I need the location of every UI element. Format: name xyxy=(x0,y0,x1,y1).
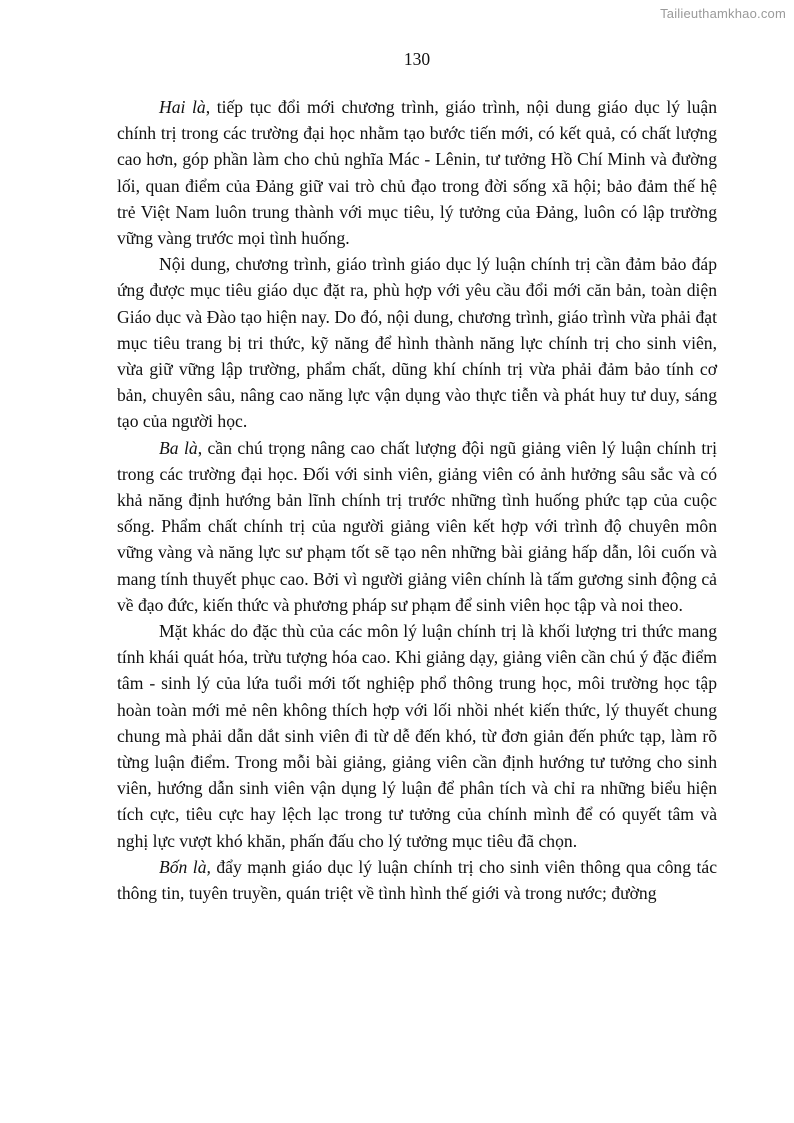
paragraph-text: Mặt khác do đặc thù của các môn lý luận chính trị là khối lượng tri thức mang tính khái quát hóa, trừu tượng hóa cao. Khi giảng dạy, giảng viên cần chú ý đặc điểm tâm - sinh lý của lứa tuổi mới tốt nghiệp phổ thông trung học, môi trường học tập hoàn toàn mới mẻ nên không thích hợp với lối nhồi nhét kiến thức, lý thuyết chung chung mà phải dẫn dắt sinh viên đi từ dễ đến khó, từ đơn giản đến phức tạp, làm rõ từng luận điểm. Trong mỗi bài giảng, giảng viên cần định hướng tư tưởng cho sinh viên, hướng dẫn sinh viên vận dụng lý luận để phân tích và chỉ ra những biểu hiện tích cực, tiêu cực hay lệch lạc trong tư tưởng của chính mình để có quyết tâm và nghị lực vượt khó khăn, phấn đấu cho lý tưởng mục tiêu đã chọn. xyxy=(117,621,717,851)
paragraph-ba-la xyxy=(117,435,717,618)
watermark: Tailieuthamkhao.com xyxy=(660,6,786,21)
paragraph-hai-la xyxy=(117,94,717,251)
paragraph-lead: Ba là xyxy=(159,437,198,458)
page-number: 130 xyxy=(403,49,431,69)
paragraph-noi-dung xyxy=(117,251,717,434)
paragraph-mat-khac xyxy=(117,618,717,854)
paragraph-text: đẩy mạnh giáo dục lý luận chính trị cho sinh viên thông qua công tác thông tin, tuyên truyền, quán triệt về tình hình thế giới và trong nước; đường xyxy=(117,856,717,904)
paragraph-bon-la xyxy=(117,854,717,906)
paragraph-text: Nội dung, chương trình, giáo trình giáo dục lý luận chính trị cần đảm bảo đáp ứng được mục tiêu giáo dục đặt ra, phù hợp với yêu cầu đổi mới căn bản, toàn diện Giáo dục và Đào tạo hiện nay. Do đó, nội dung, chương trình, giáo trình vừa phải đạt mục tiêu trang bị tri thức, kỹ năng để hình thành năng lực chính trị cho sinh viên, vừa giữ vững lập trường, phẩm chất, dũng khí chính trị vừa phải đảm bảo tính cơ bản, chuyên sâu, nâng cao năng lực vận dụng vào thực tiễn và phát huy tư duy, sáng tạo của người học. xyxy=(117,254,717,432)
paragraph-text: , tiếp tục đổi mới chương trình, giáo trình, nội dung giáo dục lý luận chính trị trong các trường đại học nhằm tạo bước tiến mới, có kết quả, có chất lượng cao hơn, góp phần làm cho chủ nghĩa Mác - Lênin, tư tưởng Hồ Chí Minh và đường lối, quan điểm của Đảng giữ vai trò chủ đạo trong đời sống xã hội; bảo đảm thế hệ trẻ Việt Nam luôn trung thành với mục tiêu, lý tưởng của Đảng, luôn có lập trường vững vàng trước mọi tình huống. xyxy=(117,97,717,249)
document-body xyxy=(117,94,717,906)
paragraph-text: , cần chú trọng nâng cao chất lượng đội ngũ giảng viên lý luận chính trị trong các trường đại học. Đối với sinh viên, giảng viên có ảnh hưởng sâu sắc và có khả năng định hướng bản lĩnh chính trị trước những tình huống phức tạp của cuộc sống. Phẩm chất chính trị của người giảng viên kết hợp với trình độ chuyên môn vững vàng và năng lực sư phạm tốt sẽ tạo nên những bài giảng hấp dẫn, lôi cuốn và mang tính thuyết phục cao. Bởi vì người giảng viên chính là tấm gương sinh động cả về đạo đức, kiến thức và phương pháp sư phạm để sinh viên học tập và noi theo. xyxy=(117,437,717,615)
paragraph-lead: Bốn là, xyxy=(159,856,211,877)
paragraph-lead: Hai là xyxy=(159,97,206,117)
